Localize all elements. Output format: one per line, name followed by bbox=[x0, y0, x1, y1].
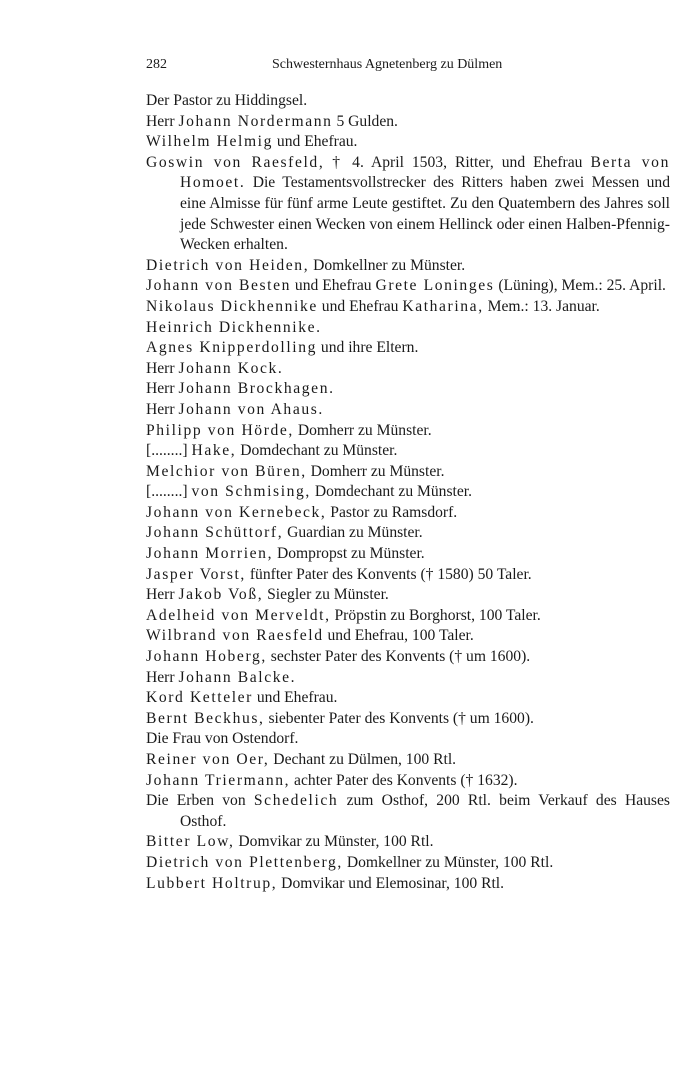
list-item bbox=[146, 647, 670, 668]
entry-text: 5 Gulden. bbox=[332, 112, 398, 130]
list-item bbox=[146, 338, 670, 359]
entry-text: Dechant zu Dülmen, 100 Rtl. bbox=[269, 751, 457, 768]
list-item bbox=[146, 668, 670, 689]
person-name: Melchior von Büren, bbox=[146, 462, 307, 480]
entry-text: und Ehefrau, 100 Taler. bbox=[323, 627, 474, 645]
entry-text: Herr bbox=[146, 668, 179, 686]
list-item bbox=[146, 729, 670, 750]
person-name: Hake, bbox=[191, 442, 237, 460]
person-name: Johann Kock. bbox=[178, 359, 284, 377]
page-number: 282 bbox=[146, 57, 167, 72]
person-name: Dietrich von Plettenberg, bbox=[146, 853, 343, 871]
entry-text: Domkellner zu Münster. bbox=[309, 256, 466, 274]
person-name: Agnes Knipperdolling bbox=[146, 339, 318, 357]
person-name: Bitter Low, bbox=[146, 833, 235, 851]
entry-text: und ihre Eltern. bbox=[317, 339, 419, 357]
entry-text: Mem.: 13. Januar. bbox=[483, 297, 600, 315]
list-item bbox=[146, 853, 670, 874]
list-item bbox=[146, 791, 670, 832]
entry-text: Dompropst zu Münster. bbox=[273, 545, 425, 563]
entry-text: sechster Pater des Konvents († um 1600). bbox=[266, 648, 531, 666]
entry-text: Domkellner zu Münster, 100 Rtl. bbox=[342, 853, 554, 871]
person-name: Johann Triermann, bbox=[146, 771, 291, 789]
person-name: Katharina, bbox=[402, 297, 484, 315]
list-item bbox=[146, 874, 670, 895]
entry-text: fünfter Pater des Konvents († 1580) 50 Taler. bbox=[245, 565, 532, 583]
list-item bbox=[146, 318, 670, 339]
benefactor-list bbox=[146, 91, 670, 894]
entry-text: Herr bbox=[146, 112, 179, 130]
person-name: Johann Schüttorf, bbox=[146, 524, 284, 542]
list-item bbox=[146, 482, 670, 503]
entry-text: Domdechant zu Münster. bbox=[310, 483, 473, 501]
person-name: Kord Ketteler bbox=[146, 689, 253, 707]
entry-text: Domvikar und Elemosinar, 100 Rtl. bbox=[277, 874, 505, 892]
list-item bbox=[146, 503, 670, 524]
list-item bbox=[146, 297, 670, 318]
entry-text: Die Erben von bbox=[146, 792, 254, 810]
person-name: Adelheid von Merveldt, bbox=[146, 606, 331, 624]
list-item bbox=[146, 153, 670, 256]
person-name: Johann Brockhagen. bbox=[178, 380, 335, 398]
list-item bbox=[146, 462, 670, 483]
person-name: Heinrich Dickhennike. bbox=[146, 318, 322, 336]
entry-text: achter Pater des Konvents († 1632). bbox=[290, 771, 518, 789]
person-name: Grete Loninges bbox=[375, 277, 495, 295]
person-name: Johann Morrien, bbox=[146, 545, 274, 563]
list-item bbox=[146, 359, 670, 380]
list-item bbox=[146, 276, 670, 297]
list-item bbox=[146, 400, 670, 421]
person-name: Lubbert Holtrup, bbox=[146, 874, 278, 892]
person-name: Bernt Beckhus, bbox=[146, 709, 265, 727]
entry-text: Herr bbox=[146, 380, 179, 398]
entry-text: Domdechant zu Münster. bbox=[236, 442, 398, 460]
person-name: Reiner von Oer, bbox=[146, 751, 270, 768]
entry-text: Domvikar zu Münster, 100 Rtl. bbox=[234, 833, 434, 851]
list-item bbox=[146, 709, 670, 730]
person-name: Philipp von Hörde, bbox=[146, 421, 294, 439]
entry-text: Die Testamentsvollstrecker des Ritters haben zwei Messen und eine Almisse für fünf arme Leute gestiftet. Zu den Quatembern des Jahres soll jede Schwester einen Wecken von einem Hellinck oder einen Halben-Pfennig-Wecken erhalten. bbox=[180, 174, 670, 254]
person-name: Jasper Vorst, bbox=[146, 565, 246, 583]
list-item bbox=[146, 523, 670, 544]
person-name: Dietrich von Heiden, bbox=[146, 256, 310, 274]
person-name: Johann Balcke. bbox=[178, 668, 297, 686]
entry-text: Herr bbox=[146, 400, 179, 418]
list-item bbox=[146, 544, 670, 565]
person-name: Johann Hoberg, bbox=[146, 648, 267, 666]
entry-text: Herr bbox=[146, 359, 179, 377]
person-name: Jakob Voß, bbox=[178, 586, 264, 604]
list-item bbox=[146, 91, 670, 112]
entry-text: [........] bbox=[146, 483, 192, 501]
entry-text: zum Osthof, 200 Rtl. beim Verkauf des Hauses Osthof. bbox=[180, 792, 670, 830]
person-name: von Schmising, bbox=[191, 483, 311, 501]
entry-text: Pastor zu Ramsdorf. bbox=[326, 503, 458, 521]
running-title: Schwesternhaus Agnetenberg zu Dülmen bbox=[272, 57, 503, 72]
entry-text: Der Pastor zu Hiddingsel. bbox=[146, 92, 308, 109]
person-name: Wilhelm Helmig bbox=[146, 133, 274, 151]
entry-text: Herr bbox=[146, 586, 179, 604]
list-item bbox=[146, 421, 670, 442]
entry-text: Pröpstin zu Borghorst, 100 Taler. bbox=[330, 606, 541, 624]
entry-text: und Ehefrau bbox=[317, 297, 403, 315]
list-item bbox=[146, 585, 670, 606]
list-item bbox=[146, 112, 670, 133]
person-name: Nikolaus Dickhennike bbox=[146, 297, 318, 315]
list-item bbox=[146, 688, 670, 709]
running-header bbox=[146, 54, 670, 76]
person-name: Johann von Ahaus. bbox=[178, 400, 324, 418]
person-name: Berta von Homoet. bbox=[180, 153, 670, 192]
entry-text: Domherr zu Münster. bbox=[306, 462, 445, 480]
entry-text: (Lüning), Mem.: 25. April. bbox=[494, 277, 666, 295]
list-item bbox=[146, 771, 670, 792]
person-name: Johann von Besten bbox=[146, 277, 292, 295]
entry-text: und Ehefrau. bbox=[273, 133, 358, 151]
person-name: Goswin von Raesfeld, bbox=[146, 153, 325, 171]
list-item bbox=[146, 441, 670, 462]
list-item bbox=[146, 379, 670, 400]
person-name: Schedelich bbox=[253, 792, 339, 810]
entry-text: Siegler zu Münster. bbox=[263, 586, 389, 604]
entry-text: Guardian zu Münster. bbox=[283, 524, 423, 542]
entry-text: und Ehefrau bbox=[291, 277, 376, 295]
entry-text: siebenter Pater des Konvents († um 1600). bbox=[264, 709, 534, 727]
list-item bbox=[146, 750, 670, 771]
list-item bbox=[146, 256, 670, 277]
entry-text: † 4. April 1503, Ritter, und Ehefrau bbox=[324, 153, 591, 171]
entry-text: Domherr zu Münster. bbox=[293, 421, 432, 439]
list-item bbox=[146, 132, 670, 153]
list-item bbox=[146, 832, 670, 853]
person-name: Johann von Kernebeck, bbox=[146, 503, 327, 521]
list-item bbox=[146, 606, 670, 627]
list-item bbox=[146, 565, 670, 586]
person-name: Wilbrand von Raesfeld bbox=[146, 627, 324, 645]
entry-text: [........] bbox=[146, 442, 192, 460]
entry-text: Die Frau von Ostendorf. bbox=[146, 730, 299, 748]
entry-text: und Ehefrau. bbox=[252, 689, 338, 707]
person-name: Johann Nordermann bbox=[178, 112, 333, 130]
list-item bbox=[146, 626, 670, 647]
